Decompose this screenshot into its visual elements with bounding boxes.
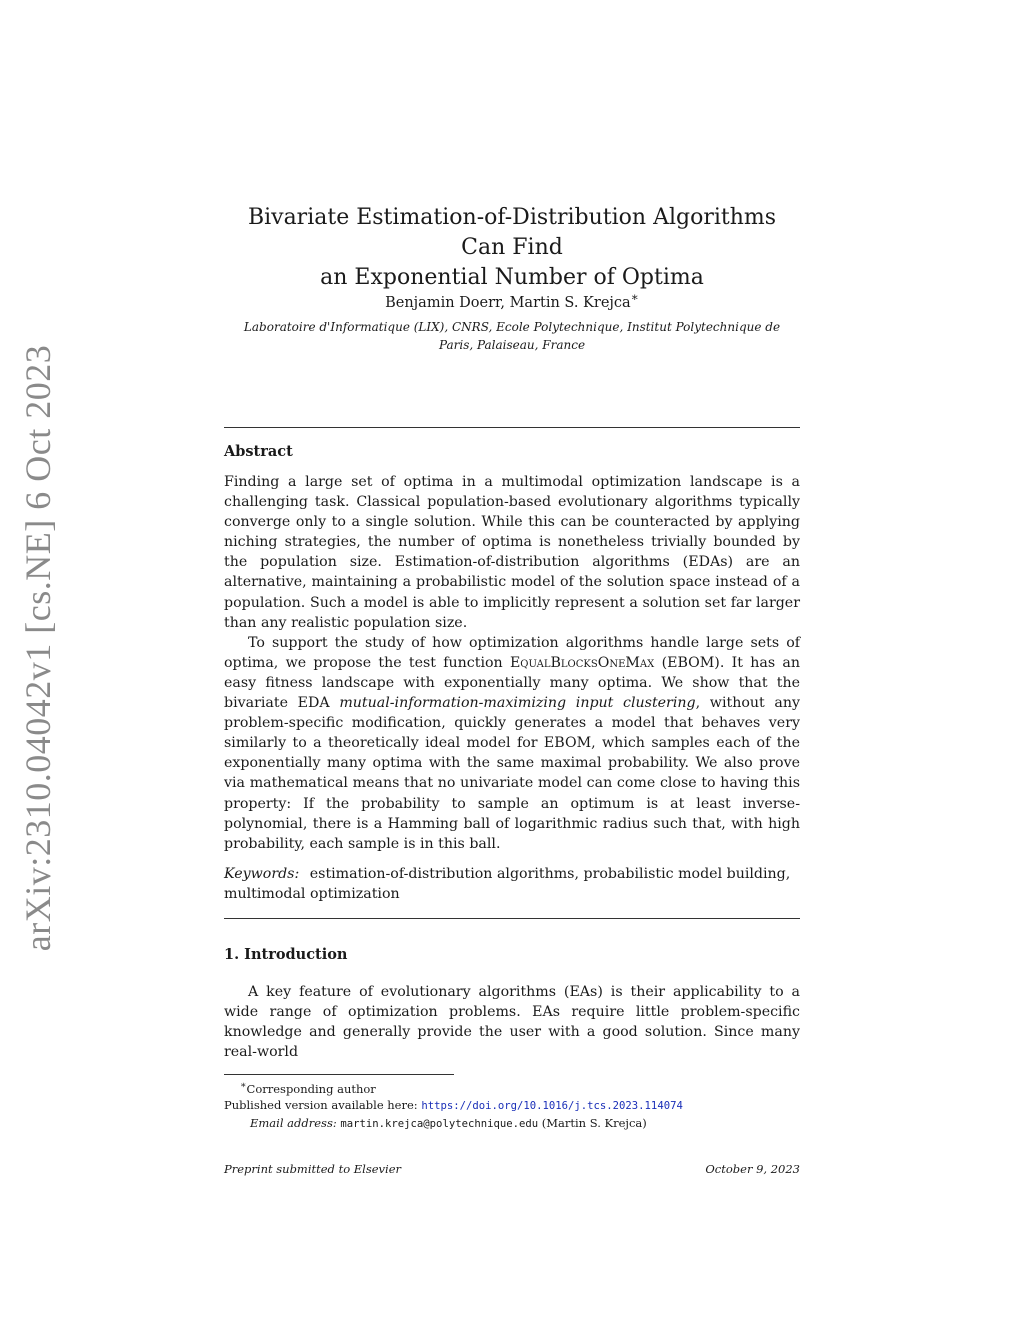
introduction-paragraph: A key feature of evolutionary algorithms (EAs) is their applicability to a wide range of optimization problems. EAs require little problem-specific knowledge and generally provide the user with a good solution. Since many real-world [224, 984, 800, 1061]
method-name: mutual-information-maximizing input clustering [339, 695, 696, 712]
author-names: Benjamin Doerr, Martin S. Krejca [385, 294, 631, 311]
abstract-paragraph-1: Finding a large set of optima in a multimodal optimization landscape is a challenging task. Classical population-based evolutionary algorithms typically converge only to a single solution. While this can be counteracted by applying niching strategies, the number of optima is nonetheless trivially bounded by the population size. Estimation-of-distribution algorithms (EDAs) are an alternative, maintaining a probabilistic model of the solution space instead of a population. Such a model is able to implicitly represent a solution set far larger than any realistic population size. [224, 474, 800, 631]
corresponding-author-mark: ∗ [630, 290, 639, 304]
abstract-p2-part-1: To support the study of how optimization algorithms handle large sets of optima, we propose the test function [224, 634, 800, 671]
email-address[interactable]: martin.krejca@polytechnique.edu [340, 1117, 539, 1130]
affiliation-line-2: Paris, Palaiseau, France [438, 338, 586, 352]
abstract-body [224, 472, 800, 854]
abstract-paragraph-2 [224, 633, 800, 854]
paper-title [224, 203, 800, 293]
published-label: Published version available here: [224, 1098, 422, 1113]
author-list [224, 290, 800, 311]
abstract-bottom-rule [224, 918, 800, 919]
abstract-p2-part-3: , without any problem-specific modification, quickly generates a model that behaves very similarly to a theoretically ideal model for EBOM, which samples each of the exponentially many optima with the same maximal probability. We also prove via mathematical means that no univariate model can come close to having this property: If the probability to sample an optimum is at least inverse-polynomial, there is a Hamming ball of logarithmic radius such that, with high probability, each sample is in this ball. [224, 695, 801, 852]
keywords-label: Keywords: [224, 866, 300, 882]
title-line-2: an Exponential Number of Optima [320, 265, 704, 290]
affiliation-line-1: Laboratoire d'Informatique (LIX), CNRS, Ecole Polytechnique, Institut Polytechnique de [243, 320, 781, 334]
page-footer [224, 1162, 800, 1176]
abstract-top-rule [224, 427, 800, 428]
arxiv-identifier: arXiv:2310.04042v1 [cs.NE] 6 Oct 2023 [18, 344, 58, 952]
published-doi-link[interactable]: https://doi.org/10.1016/j.tcs.2023.114074 [421, 1100, 683, 1113]
arxiv-sidebar-stamp [8, 344, 68, 952]
footnotes [224, 1078, 800, 1132]
email-label: Email address: [250, 1115, 341, 1130]
abstract-heading: Abstract [224, 443, 293, 460]
footnote-rule [224, 1074, 454, 1075]
affiliation [224, 318, 800, 354]
footnote-published [224, 1097, 800, 1115]
footer-preprint-note: Preprint submitted to Elsevier [224, 1162, 402, 1176]
footnote-corresponding-text: Corresponding author [246, 1081, 376, 1096]
footnote-email [224, 1115, 800, 1133]
footer-date: October 9, 2023 [705, 1162, 800, 1176]
abstract-p2-part-2: (EBOM). It has an easy fitness landscape with exponentially many optima. We show that the bivariate EDA [224, 654, 800, 712]
footnote-corresponding [224, 1078, 800, 1097]
title-line-1: Bivariate Estimation-of-Distribution Algorithms Can Find [247, 205, 777, 260]
keywords-text: estimation-of-distribution algorithms, probabilistic model building, multimodal optimization [224, 866, 791, 902]
section-heading-introduction: 1. Introduction [224, 946, 348, 963]
keywords [224, 864, 800, 904]
email-owner: (Martin S. Krejca) [538, 1115, 647, 1130]
test-function-name: EqualBlocksOneMax [509, 654, 655, 671]
footnote-mark: ∗ [240, 1080, 247, 1091]
